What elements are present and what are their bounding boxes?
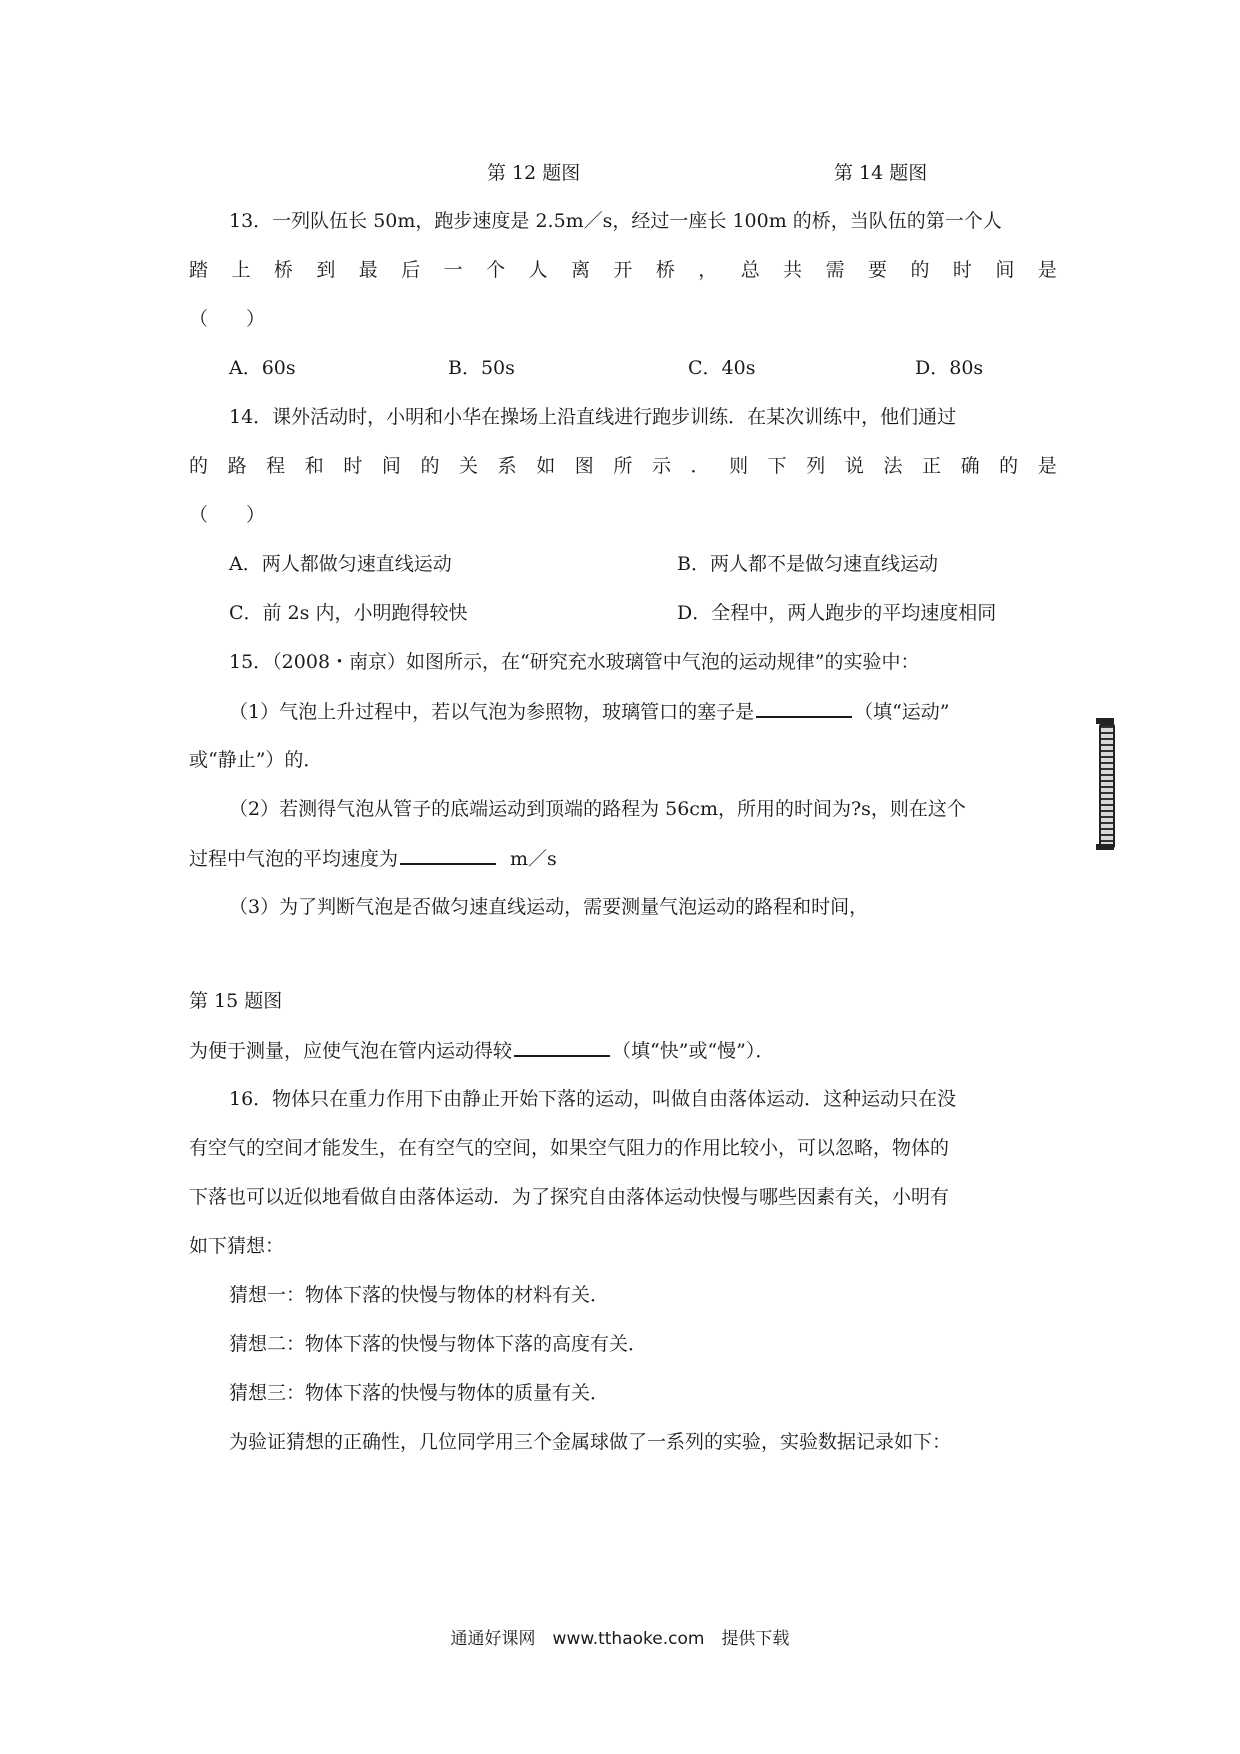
q14-line2-char: 的 — [420, 455, 440, 477]
q16-guess3: 猜想三：物体下落的快慢与物体的质量有关． — [229, 1382, 610, 1404]
q13-line2-char: 时 — [952, 259, 972, 281]
q13-line2-char: 后 — [401, 259, 421, 281]
q13-line2-char: 个 — [486, 259, 506, 281]
q13-line2-char: 桥 — [273, 259, 293, 281]
q13-line2-char: ， — [698, 259, 718, 281]
q15-part1-cont: 或“静止”）的． — [189, 749, 323, 771]
q13-line2-char: 是 — [1037, 259, 1057, 281]
q14-option-c: C．前 2s 内，小明跑得较快 — [229, 602, 468, 624]
q13-line2-char: 上 — [231, 259, 251, 281]
q13-line2-char: 桥 — [655, 259, 675, 281]
q14-line2-char: 则 — [729, 455, 749, 477]
q15-part3-text: 为便于测量，应使气泡在管内运动得较 — [189, 1040, 513, 1062]
q13-line2-char: 的 — [910, 259, 930, 281]
q15-part3: （3）为了判断气泡是否做匀速直线运动，需要测量气泡运动的路程和时间， — [229, 896, 869, 918]
q13-option-c: C．40s — [688, 357, 756, 379]
q13-option-d: D．80s — [915, 357, 984, 379]
caption-fig15: 第 15 题图 — [189, 990, 283, 1012]
q16-guess2: 猜想二：物体下落的快慢与物体下落的高度有关． — [229, 1333, 648, 1355]
glass-tube-base — [1096, 844, 1114, 850]
q15-part2-cont — [189, 843, 557, 874]
glass-tube-figure — [1099, 724, 1115, 848]
q13-option-b: B．50s — [448, 357, 515, 379]
q13-line1: 13．一列队伍长 50m，跑步速度是 2.5m／s，经过一座长 100m 的桥，当队伍的第一个人 — [229, 210, 1002, 232]
q14-line2-char: 程 — [266, 455, 286, 477]
q14-line2-char: 和 — [304, 455, 324, 477]
q14-line2-char: 间 — [381, 455, 401, 477]
q13-line2-char: 踏 — [189, 259, 209, 281]
q13-line2-char: 离 — [570, 259, 590, 281]
q14-line2-char: 系 — [497, 455, 517, 477]
q14-line2-char: 关 — [459, 455, 479, 477]
q14-line2-char: 的 — [999, 455, 1019, 477]
q13-answer-paren: （ ） — [189, 308, 266, 330]
q13-line2-char: 最 — [358, 259, 378, 281]
q15-part1 — [229, 696, 950, 727]
q15-intro: 15．（2008・南京）如图所示，在“研究充水玻璃管中气泡的运动规律”的实验中： — [229, 651, 920, 673]
q15-part3-blank[interactable] — [514, 1035, 610, 1057]
q14-line2-char: 确 — [960, 455, 980, 477]
q15-part1-blank[interactable] — [756, 696, 852, 718]
caption-fig12: 第 12 题图 — [487, 162, 581, 184]
q13-line2 — [189, 255, 1057, 285]
q13-line2-char: 共 — [783, 259, 803, 281]
q15-part2-text: 过程中气泡的平均速度为 — [189, 848, 399, 870]
q16-line3: 下落也可以近似地看做自由落体运动．为了探究自由落体运动快慢与哪些因素有关，小明有 — [189, 1186, 950, 1208]
q16-line1: 16．物体只在重力作用下由静止开始下落的运动，叫做自由落体运动．这种运动只在没 — [229, 1088, 957, 1110]
q13-line2-char: 开 — [613, 259, 633, 281]
q14-option-b: B．两人都不是做匀速直线运动 — [677, 553, 938, 575]
q14-line2 — [189, 451, 1057, 481]
q14-line2-char: 路 — [227, 455, 247, 477]
q14-line2-char: 是 — [1037, 455, 1057, 477]
q14-line2-char: 时 — [343, 455, 363, 477]
q15-part3-hint: （填“快”或“慢”）． — [612, 1040, 775, 1062]
q16-last-line: 为验证猜想的正确性，几位同学用三个金属球做了一系列的实验，实验数据记录如下： — [229, 1431, 952, 1453]
q13-line2-char: 人 — [528, 259, 548, 281]
q14-line2-char: 图 — [574, 455, 594, 477]
q16-guess1: 猜想一：物体下落的快慢与物体的材料有关． — [229, 1284, 610, 1306]
q15-part3-cont — [189, 1035, 774, 1066]
q15-part1-text: （1）气泡上升过程中，若以气泡为参照物，玻璃管口的塞子是 — [229, 701, 755, 723]
q15-part2-blank[interactable] — [400, 843, 496, 865]
q14-answer-paren: （ ） — [189, 504, 266, 526]
page-footer: 通通好课网 www.tthaoke.com 提供下载 — [450, 1629, 790, 1649]
caption-fig14: 第 14 题图 — [834, 162, 928, 184]
q14-line2-char: 示 — [651, 455, 671, 477]
q15-part2-unit: m／s — [510, 848, 557, 870]
q14-line2-char: 正 — [921, 455, 941, 477]
q13-line2-char: 总 — [740, 259, 760, 281]
q13-line2-char: 需 — [825, 259, 845, 281]
q14-line2-char: 说 — [844, 455, 864, 477]
q14-line2-char: 的 — [189, 455, 209, 477]
q13-line2-char: 间 — [995, 259, 1015, 281]
q14-line2-char: 法 — [883, 455, 903, 477]
q16-line4: 如下猜想： — [189, 1235, 285, 1257]
q13-line2-char: 到 — [316, 259, 336, 281]
q16-line2: 有空气的空间才能发生，在有空气的空间，如果空气阻力的作用比较小，可以忽略，物体的 — [189, 1137, 950, 1159]
q14-line2-char: 列 — [806, 455, 826, 477]
q14-line2-char: 如 — [536, 455, 556, 477]
q15-part1-hint: （填“运动” — [854, 701, 950, 723]
q14-line2-char: 所 — [613, 455, 633, 477]
q13-option-a: A．60s — [229, 357, 296, 379]
q14-line2-char: 下 — [767, 455, 787, 477]
q13-line2-char: 一 — [443, 259, 463, 281]
q14-line2-char: ． — [690, 455, 710, 477]
q15-part2: （2）若测得气泡从管子的底端运动到顶端的路程为 56cm，所用的时间为?s，则在这个 — [229, 798, 966, 820]
q14-line1: 14．课外活动时，小明和小华在操场上沿直线进行跑步训练．在某次训练中，他们通过 — [229, 406, 957, 428]
q14-option-a: A．两人都做匀速直线运动 — [229, 553, 452, 575]
q13-line2-char: 要 — [868, 259, 888, 281]
q14-option-d: D．全程中，两人跑步的平均速度相同 — [677, 602, 997, 624]
